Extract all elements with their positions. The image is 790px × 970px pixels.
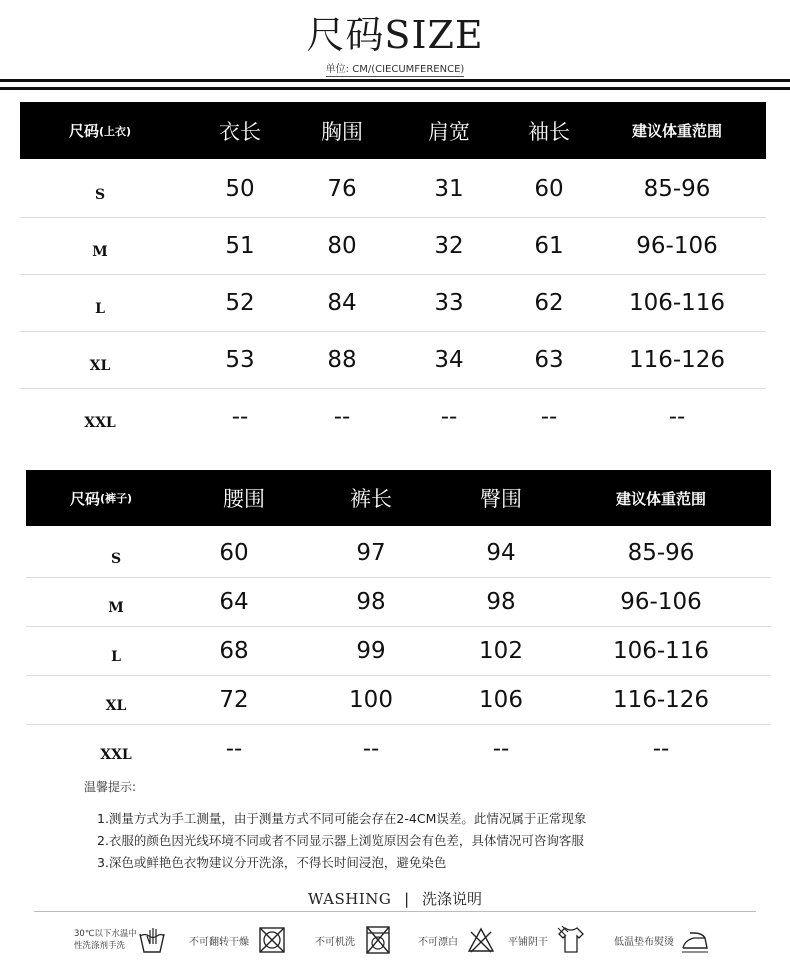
table-row [20, 388, 766, 445]
header-weight: 建议体重范围 [631, 122, 722, 140]
table-row [26, 724, 771, 773]
note-item: 3.深色或鲜艳色衣物建议分开洗涤，不得长时间浸泡，避免染色 [97, 855, 447, 870]
value-cell: 64 [219, 588, 249, 615]
value-cell: 72 [219, 686, 249, 713]
hand-wash-icon [137, 924, 167, 956]
value-cell: 96-106 [636, 232, 718, 259]
bottom-table-header [26, 470, 771, 526]
note-item: 1.测量方式为手工测量，由于测量方式不同可能会存在2-4CM误差。此情况属于正常现象 [97, 811, 587, 826]
value-cell: 80 [327, 232, 357, 259]
value-cell: 60 [534, 175, 564, 202]
value-cell: 52 [225, 289, 255, 316]
header-weight: 建议体重范围 [615, 489, 706, 508]
value-cell: 84 [327, 289, 357, 316]
value-cell: 85-96 [627, 539, 695, 566]
value-cell: 62 [534, 289, 564, 316]
value-cell: 68 [219, 637, 249, 664]
value-cell: -- [492, 735, 510, 762]
wash-label: 低温垫布熨烫 [614, 936, 674, 948]
wash-item-no-bleach [418, 924, 496, 956]
table-row [26, 675, 771, 725]
value-cell: 53 [225, 346, 255, 373]
header-length: 衣长 [219, 119, 261, 144]
page-title: 尺码SIZE [306, 13, 484, 57]
table-row [20, 331, 766, 389]
top-table-header [20, 102, 766, 159]
size-cell: L [111, 648, 121, 665]
value-cell: 33 [434, 289, 464, 316]
value-cell: 106-116 [628, 289, 726, 316]
header-size: 尺码 (上衣) [68, 122, 132, 140]
wash-label: 性洗涤剂手洗 [74, 941, 126, 951]
value-cell: 106-116 [612, 637, 710, 664]
header-sleeve: 袖长 [528, 119, 570, 144]
table-row [20, 217, 766, 275]
value-cell: 97 [356, 539, 386, 566]
value-cell: 76 [327, 175, 357, 202]
size-cell: XL [89, 357, 111, 374]
note-item: 2.衣服的颜色因光线环境不同或者不同显示器上浏览原因会有色差，具体情况可咨询客服 [97, 833, 584, 848]
value-cell: 50 [225, 175, 255, 202]
table-row [26, 626, 771, 676]
header-pants-length: 裤长 [350, 487, 392, 511]
wash-label: 不可机洗 [315, 936, 355, 948]
header-chest: 胸围 [321, 119, 363, 144]
washing-divider [34, 911, 756, 912]
divider-top [0, 79, 790, 82]
wash-item-low-iron [614, 924, 710, 956]
no-tumble-dry-icon [257, 924, 287, 956]
header-hip: 臀围 [480, 487, 522, 511]
value-cell: -- [668, 403, 686, 430]
value-cell: -- [362, 735, 380, 762]
value-cell: 34 [434, 346, 464, 373]
value-cell: -- [540, 403, 558, 430]
value-cell: 32 [434, 232, 464, 259]
value-cell: 100 [349, 686, 393, 713]
header-size: 尺码 (裤子) [69, 489, 133, 508]
size-cell: S [94, 186, 106, 203]
value-cell: 63 [534, 346, 564, 373]
table-row [20, 160, 766, 218]
value-cell: 85-96 [643, 175, 711, 202]
value-cell: 60 [219, 539, 249, 566]
wash-label: 30℃以下水温中 [74, 929, 137, 939]
table-row [20, 274, 766, 332]
value-cell: -- [652, 735, 670, 762]
value-cell: 88 [327, 346, 357, 373]
value-cell: 51 [225, 232, 255, 259]
header-waist: 腰围 [223, 487, 265, 511]
divider-bottom [0, 87, 790, 90]
notes-heading: 温馨提示: [84, 780, 137, 794]
wash-label: 不可翻转干燥 [189, 936, 249, 948]
size-cell: M [92, 243, 108, 260]
no-bleach-icon [466, 924, 496, 956]
size-cell: S [110, 550, 122, 567]
header-shoulder: 肩宽 [428, 119, 470, 144]
size-cell: M [108, 599, 124, 616]
value-cell: 99 [356, 637, 386, 664]
wash-item-no-machine-wash [315, 924, 393, 956]
value-cell: 98 [486, 588, 516, 615]
size-cell: XXL [100, 746, 132, 763]
size-cell: XL [105, 697, 127, 714]
wash-item-hand-wash [74, 924, 167, 956]
size-cell: XXL [84, 414, 116, 431]
table-row [26, 577, 771, 627]
value-cell: -- [225, 735, 243, 762]
value-cell: 116-126 [628, 346, 726, 373]
value-cell: 31 [434, 175, 464, 202]
value-cell: 98 [356, 588, 386, 615]
value-cell: 106 [479, 686, 523, 713]
washing-title: WASHING | 洗涤说明 [307, 890, 483, 908]
value-cell: 116-126 [612, 686, 710, 713]
value-cell: 102 [479, 637, 523, 664]
value-cell: -- [231, 403, 249, 430]
value-cell: 94 [486, 539, 516, 566]
wash-item-no-tumble-dry [189, 924, 287, 956]
wash-item-flat-dry [508, 924, 586, 956]
flat-dry-shade-icon [556, 924, 586, 956]
value-cell: -- [440, 403, 458, 430]
wash-label: 不可漂白 [418, 936, 458, 948]
unit-label: 单位: CM/(CIECUMFERENCE) [325, 64, 465, 75]
no-machine-wash-icon [363, 924, 393, 956]
table-row [26, 528, 771, 578]
wash-label: 平铺阴干 [508, 936, 548, 948]
size-cell: L [95, 300, 105, 317]
value-cell: 61 [534, 232, 564, 259]
low-iron-icon [680, 924, 710, 956]
value-cell: -- [333, 403, 351, 430]
value-cell: 96-106 [620, 588, 702, 615]
